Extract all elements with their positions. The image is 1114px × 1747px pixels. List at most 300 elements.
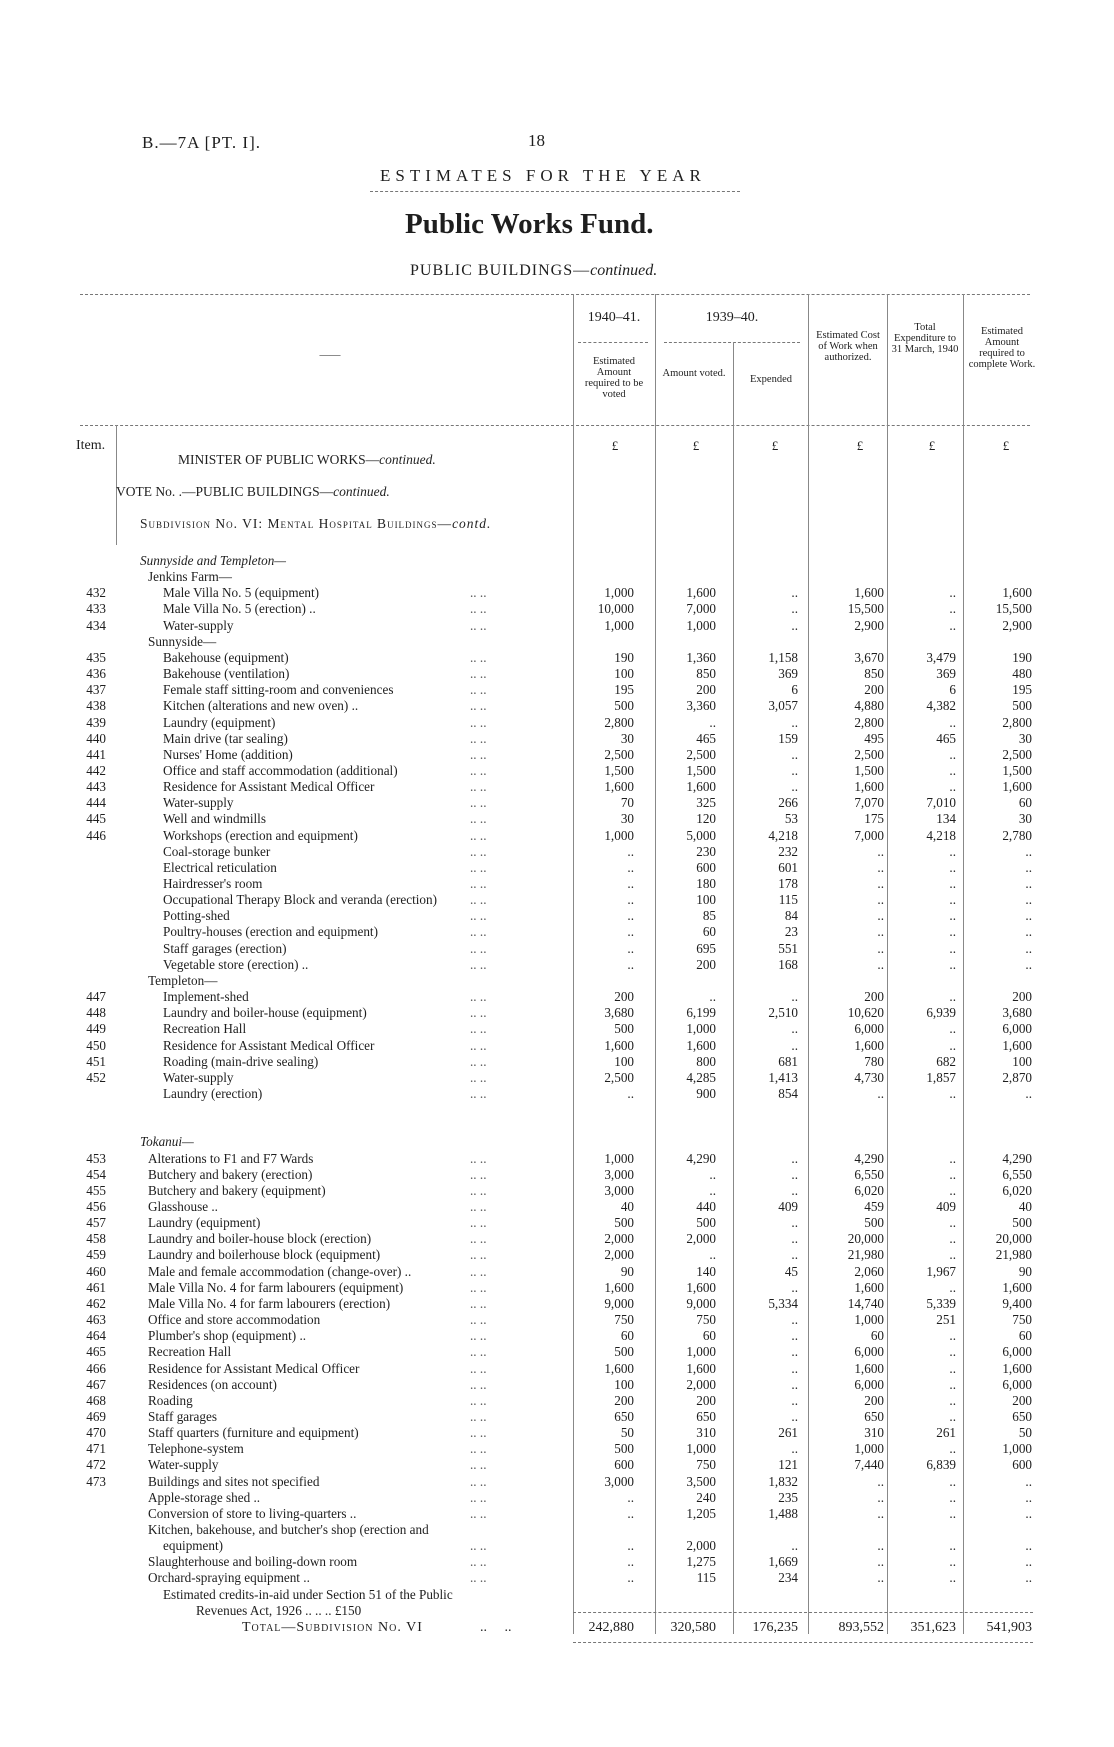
table-row [0, 1522, 1114, 1538]
minister-heading-text: MINISTER OF PUBLIC WORKS— [178, 452, 380, 467]
item-number: 460 [86, 1263, 106, 1279]
value-col2: 60 [702, 924, 716, 940]
item-description: Water-supply [163, 1069, 234, 1085]
value-col5: .. [949, 1150, 956, 1166]
item-description: Kitchen (alterations and new oven) .. [163, 698, 359, 714]
leader-dots: .. .. [470, 762, 487, 778]
leader-dots: .. .. [470, 1441, 487, 1457]
value-col1: .. [627, 956, 634, 972]
table-row [0, 585, 1114, 601]
value-col5: .. [949, 1554, 956, 1570]
table-row [0, 1361, 1114, 1377]
value-col1: .. [627, 876, 634, 891]
table-row [0, 892, 1114, 908]
leader-dots: .. .. [470, 1279, 487, 1295]
value-col5: 6,839 [926, 1457, 956, 1473]
table-row [0, 1312, 1114, 1328]
table-row [0, 1554, 1114, 1570]
table-row [0, 1425, 1114, 1441]
value-col3: 681 [778, 1053, 798, 1069]
value-col1: 90 [620, 1263, 634, 1279]
value-col1: 2,500 [604, 746, 634, 762]
value-col5: 5,339 [926, 1295, 956, 1311]
item-description: Residence for Assistant Medical Officer [163, 779, 375, 795]
leader-dots: .. .. [470, 892, 487, 908]
table-row [0, 618, 1114, 634]
value-col3: 168 [778, 956, 798, 972]
leader-dots: .. .. [470, 956, 487, 972]
value-col5: .. [949, 859, 956, 875]
value-col1: .. [627, 859, 634, 875]
value-col3: 6 [791, 682, 798, 698]
value-col5: .. [949, 1376, 956, 1392]
table-row [0, 698, 1114, 714]
value-col6: .. [1025, 956, 1032, 972]
item-number: 456 [86, 1199, 106, 1214]
value-col6: 1,600 [1002, 1279, 1032, 1295]
value-col4: 500 [864, 1215, 884, 1231]
leader-dots: .. .. [470, 1037, 487, 1053]
value-col3: .. [791, 779, 798, 795]
value-col3: 53 [784, 811, 798, 827]
header-amount-voted: Amount voted. [662, 368, 726, 379]
item-number: 462 [86, 1295, 106, 1311]
item-description: Water-supply [163, 617, 234, 633]
value-col2: 440 [696, 1199, 716, 1214]
value-col2: 200 [696, 956, 716, 972]
total-col5: 351,623 [910, 1620, 956, 1635]
value-col6: 480 [1012, 666, 1032, 682]
table-row [0, 908, 1114, 924]
value-col1: 2,000 [604, 1247, 634, 1263]
item-description: Poultry-houses (erection and equipment) [163, 924, 378, 940]
item-number: 445 [86, 811, 106, 827]
item-number: 459 [86, 1247, 106, 1263]
item-description: Glasshouse .. [148, 1199, 218, 1214]
item-description: Residence for Assistant Medical Officer [163, 1037, 375, 1053]
header-estimated-cost: Estimated Cost of Work when authorized. [816, 330, 880, 363]
value-col3: .. [791, 1021, 798, 1037]
value-col1: 3,000 [604, 1182, 634, 1198]
value-col5: 3,479 [926, 649, 956, 665]
table-row [0, 1183, 1114, 1199]
leader-dots: .. .. [470, 876, 487, 891]
value-col5: .. [949, 617, 956, 633]
item-description: Buildings and sites not specified [148, 1473, 320, 1489]
value-col6: 60 [1018, 1328, 1032, 1344]
table-row [0, 1587, 1114, 1603]
item-description: Kitchen, bakehouse, and butcher's shop (erection and [148, 1522, 429, 1537]
value-col2: 2,000 [686, 1538, 716, 1554]
year-header-1940-41: 1940–41. [587, 310, 641, 325]
leader-dots: .. .. [470, 1344, 487, 1360]
value-col1: .. [627, 1570, 634, 1586]
value-col5: 134 [936, 811, 956, 827]
section-title [410, 262, 657, 280]
item-description: Laundry and boilerhouse block (equipment) [148, 1247, 381, 1263]
value-col6: .. [1025, 1489, 1032, 1505]
value-col2: 2,000 [686, 1376, 716, 1392]
item-description: Nurses' Home (addition) [163, 746, 293, 762]
value-col3: 3,057 [768, 698, 798, 714]
value-col2: 85 [702, 908, 716, 924]
value-col3: .. [791, 1344, 798, 1360]
item-description: Roading (main-drive sealing) [163, 1053, 319, 1069]
table-row [0, 828, 1114, 844]
table-row [0, 860, 1114, 876]
value-col4: .. [877, 956, 884, 972]
value-col5: .. [949, 1392, 956, 1408]
item-description: Water-supply [163, 795, 234, 811]
item-description: Workshops (erection and equipment) [163, 827, 358, 843]
value-col5: 1,967 [926, 1263, 956, 1279]
value-col3: 601 [778, 859, 798, 875]
value-col5: 465 [936, 730, 956, 746]
leader-dots: .. .. [470, 1021, 487, 1037]
item-description: Male and female accommodation (change-over) .. [148, 1263, 412, 1279]
value-col4: 7,440 [854, 1457, 884, 1473]
value-col4: 650 [864, 1408, 884, 1424]
value-col6: 750 [1012, 1312, 1032, 1328]
value-col2: 695 [696, 940, 716, 956]
item-number: 454 [86, 1166, 106, 1182]
item-description: Implement-shed [163, 989, 249, 1005]
value-col2: 4,290 [686, 1150, 716, 1166]
item-description: Slaughterhouse and boiling-down room [148, 1554, 358, 1570]
table-row [0, 1264, 1114, 1280]
value-col3: .. [791, 1215, 798, 1231]
leader-dots: .. .. [470, 827, 487, 843]
value-col3: .. [791, 1360, 798, 1376]
vote-heading-text: VOTE No. .—PUBLIC BUILDINGS— [116, 484, 334, 499]
value-col6: 200 [1012, 1392, 1032, 1408]
value-col3: 1,488 [768, 1505, 798, 1521]
leader-dots: .. .. [470, 617, 487, 633]
value-col1: 500 [614, 698, 634, 714]
value-col3: .. [791, 1441, 798, 1457]
item-number: 468 [86, 1392, 106, 1408]
total-bottom-rule [573, 1642, 1033, 1643]
item-description: Laundry and boiler-house (equipment) [163, 1005, 367, 1021]
value-col4: .. [877, 859, 884, 875]
value-col5: .. [949, 1037, 956, 1053]
value-col3: 121 [778, 1457, 798, 1473]
leader-dots: .. .. [470, 1473, 487, 1489]
table-row [0, 1118, 1114, 1134]
value-col1: .. [627, 940, 634, 956]
table-row [0, 1199, 1114, 1215]
table-row [0, 811, 1114, 827]
value-col3: 178 [778, 876, 798, 891]
item-number: 466 [86, 1360, 106, 1376]
value-col3: 5,334 [768, 1295, 798, 1311]
value-col5: .. [949, 892, 956, 908]
item-number: 439 [86, 714, 106, 730]
value-col3: 1,158 [768, 649, 798, 665]
value-col3: .. [791, 1247, 798, 1263]
value-col1: .. [627, 843, 634, 859]
leader-dots: .. .. [470, 795, 487, 811]
value-col1: 3,000 [604, 1473, 634, 1489]
leader-dots: .. .. [470, 1489, 487, 1505]
value-col4: 459 [864, 1199, 884, 1214]
header-expended: Expended [750, 374, 792, 385]
value-col6: .. [1025, 908, 1032, 924]
item-number: 458 [86, 1231, 106, 1247]
table-row [0, 1474, 1114, 1490]
table-row [0, 650, 1114, 666]
value-col1: 190 [614, 649, 634, 665]
value-col3: .. [791, 1408, 798, 1424]
minister-heading [178, 452, 436, 468]
value-col6: 2,900 [1002, 617, 1032, 633]
value-col5: .. [949, 1182, 956, 1198]
table-row [0, 1167, 1114, 1183]
table-row [0, 569, 1114, 585]
page-reference: B.—7A [PT. I]. [142, 133, 261, 152]
table-row [0, 973, 1114, 989]
value-col3: 266 [778, 795, 798, 811]
value-col2: 200 [696, 682, 716, 698]
value-col2: 120 [696, 811, 716, 827]
value-col6: .. [1025, 1570, 1032, 1586]
item-description: Residences (on account) [148, 1376, 277, 1392]
leader-dots: .. .. [470, 1182, 487, 1198]
item-number: 437 [86, 682, 106, 698]
leader-dots: .. .. [470, 649, 487, 665]
value-col3: 232 [778, 843, 798, 859]
total-col1: 242,880 [588, 1620, 634, 1635]
value-col4: 1,600 [854, 1279, 884, 1295]
item-description: Staff garages [148, 1408, 217, 1424]
value-col3: 369 [778, 666, 798, 682]
value-col6: 1,000 [1002, 1441, 1032, 1457]
total-col3: 176,235 [752, 1620, 798, 1635]
value-col5: .. [949, 714, 956, 730]
item-description: Alterations to F1 and F7 Wards [148, 1150, 314, 1166]
value-col4: 4,880 [854, 698, 884, 714]
table-row [0, 1296, 1114, 1312]
value-col3: .. [791, 1182, 798, 1198]
pound-sign-5: £ [928, 438, 936, 453]
item-description: Vegetable store (erection) .. [163, 956, 309, 972]
value-col6: 6,000 [1002, 1021, 1032, 1037]
value-col5: .. [949, 1085, 956, 1101]
table-row [0, 1328, 1114, 1344]
value-col5: 251 [936, 1312, 956, 1328]
value-col2: 230 [696, 843, 716, 859]
item-header: Item. [76, 438, 106, 453]
value-col4: 6,020 [854, 1182, 884, 1198]
item-description: Recreation Hall [163, 1021, 247, 1037]
leader-dots: .. .. [470, 924, 487, 940]
item-description: Roading [148, 1392, 193, 1408]
value-col4: 1,600 [854, 779, 884, 795]
value-col4: 20,000 [847, 1231, 884, 1247]
item-description: Bakehouse (equipment) [163, 649, 289, 665]
value-col3: .. [791, 1312, 798, 1328]
leader-dots: .. .. [470, 1263, 487, 1279]
value-col6: 1,600 [1002, 585, 1032, 601]
value-col6: 6,000 [1002, 1344, 1032, 1360]
item-description: Jenkins Farm— [148, 569, 232, 585]
value-col3: 409 [778, 1199, 798, 1214]
leader-dots: .. .. [470, 989, 487, 1005]
value-col6: .. [1025, 892, 1032, 908]
value-col4: 6,000 [854, 1344, 884, 1360]
value-col6: .. [1025, 859, 1032, 875]
value-col1: 100 [614, 1376, 634, 1392]
value-col5: .. [949, 989, 956, 1005]
table-row [0, 1441, 1114, 1457]
value-col1: .. [627, 892, 634, 908]
table-row [0, 795, 1114, 811]
value-col5: .. [949, 1215, 956, 1231]
table-row [0, 666, 1114, 682]
value-col1: 3,000 [604, 1166, 634, 1182]
value-col4: 780 [864, 1053, 884, 1069]
value-col2: 1,500 [686, 762, 716, 778]
value-col6: .. [1025, 1505, 1032, 1521]
table-row [0, 779, 1114, 795]
table-row [0, 1506, 1114, 1522]
item-description: Bakehouse (ventilation) [163, 666, 290, 682]
value-col6: 1,600 [1002, 1360, 1032, 1376]
value-col6: 2,780 [1002, 827, 1032, 843]
value-col5: 6 [949, 682, 956, 698]
value-col6: 600 [1012, 1457, 1032, 1473]
value-col4: 2,060 [854, 1263, 884, 1279]
leader-dots: .. .. [470, 1360, 487, 1376]
value-col5: 369 [936, 666, 956, 682]
item-description: Laundry (equipment) [148, 1215, 261, 1231]
item-description: Electrical reticulation [163, 859, 277, 875]
value-col3: .. [791, 1538, 798, 1554]
value-col2: 1,600 [686, 779, 716, 795]
value-col1: 1,600 [604, 1360, 634, 1376]
value-col6: 90 [1018, 1263, 1032, 1279]
leader-dots: .. .. [470, 843, 487, 859]
leader-dots: .. .. [470, 1457, 487, 1473]
value-col2: 900 [696, 1085, 716, 1101]
value-col3: 23 [784, 924, 798, 940]
value-col3: .. [791, 1376, 798, 1392]
section-title-continued: continued. [590, 262, 658, 279]
value-col6: 650 [1012, 1408, 1032, 1424]
minister-heading-continued: continued. [379, 452, 436, 467]
value-col1: 1,000 [604, 617, 634, 633]
value-col4: .. [877, 1085, 884, 1101]
value-col5: .. [949, 601, 956, 617]
item-number: 446 [86, 827, 106, 843]
value-col5: 682 [936, 1053, 956, 1069]
value-col5: .. [949, 1408, 956, 1424]
pound-sign-3: £ [771, 438, 779, 453]
value-col4: 200 [864, 989, 884, 1005]
value-col5: .. [949, 1441, 956, 1457]
item-description: equipment) [163, 1538, 224, 1554]
value-col5: .. [949, 876, 956, 891]
item-number: 469 [86, 1408, 106, 1424]
value-col1: 1,000 [604, 1150, 634, 1166]
value-col5: .. [949, 1021, 956, 1037]
value-col3: .. [791, 1328, 798, 1344]
value-col4: 495 [864, 730, 884, 746]
leader-dots: .. .. [470, 1069, 487, 1085]
value-col5: .. [949, 924, 956, 940]
leader-dots: .. .. [470, 1247, 487, 1263]
table-row [0, 924, 1114, 940]
value-col1: .. [627, 1554, 634, 1570]
value-col3: .. [791, 1150, 798, 1166]
value-col1: 1,000 [604, 585, 634, 601]
value-col1: 3,680 [604, 1005, 634, 1021]
value-col2: 1,600 [686, 1037, 716, 1053]
table-row [0, 876, 1114, 892]
value-col1: .. [627, 1085, 634, 1101]
value-col4: 7,000 [854, 827, 884, 843]
value-col6: 60 [1018, 795, 1032, 811]
value-col3: .. [791, 762, 798, 778]
value-col4: .. [877, 892, 884, 908]
value-col4: 10,620 [847, 1005, 884, 1021]
value-col6: 30 [1018, 730, 1032, 746]
value-col3: 115 [778, 892, 798, 908]
leader-dots: .. .. [470, 1005, 487, 1021]
vote-heading [116, 484, 390, 500]
value-col6: 200 [1012, 989, 1032, 1005]
value-col2: .. [709, 1247, 716, 1263]
table-row [0, 1054, 1114, 1070]
item-description: Tokanui— [140, 1134, 194, 1150]
page-number: 18 [528, 131, 545, 150]
subdivision-heading-text: Subdivision No. VI: Mental Hospital Buildings— [140, 516, 453, 531]
value-col6: 30 [1018, 811, 1032, 827]
value-col1: 60 [620, 1328, 634, 1344]
leader-dots: .. .. [470, 1053, 487, 1069]
item-description: Residence for Assistant Medical Officer [148, 1360, 360, 1376]
item-number: 470 [86, 1425, 106, 1441]
header-estimated-complete: Estimated Amount required to complete Work. [968, 326, 1036, 370]
leader-dots: .. .. [470, 1408, 487, 1424]
item-number: 444 [86, 795, 106, 811]
table-row [0, 747, 1114, 763]
header-estimated-amount: Estimated Amount required to be voted [584, 356, 644, 400]
value-col6: 6,000 [1002, 1376, 1032, 1392]
item-description: Staff garages (erection) [163, 940, 287, 956]
value-col1: 10,000 [597, 601, 634, 617]
year1-rule [578, 342, 648, 343]
table-row [0, 1538, 1114, 1554]
value-col2: 2,500 [686, 746, 716, 762]
table-row [0, 1086, 1114, 1102]
value-col1: 30 [620, 730, 634, 746]
leader-dots: .. .. [470, 1215, 487, 1231]
value-col4: 310 [864, 1425, 884, 1441]
value-col2: 240 [696, 1489, 716, 1505]
value-col3: .. [791, 1166, 798, 1182]
value-col4: 2,500 [854, 746, 884, 762]
item-description: Main drive (tar sealing) [163, 730, 288, 746]
leader-dots: .. .. [470, 682, 487, 698]
value-col5: .. [949, 1279, 956, 1295]
item-description: Occupational Therapy Block and veranda (erection) [163, 892, 438, 908]
item-number: 448 [86, 1005, 106, 1021]
value-col3: 235 [778, 1489, 798, 1505]
value-col2: 140 [696, 1263, 716, 1279]
item-description: Orchard-spraying equipment .. [148, 1570, 310, 1586]
item-description: Office and staff accommodation (additional) [163, 762, 398, 778]
